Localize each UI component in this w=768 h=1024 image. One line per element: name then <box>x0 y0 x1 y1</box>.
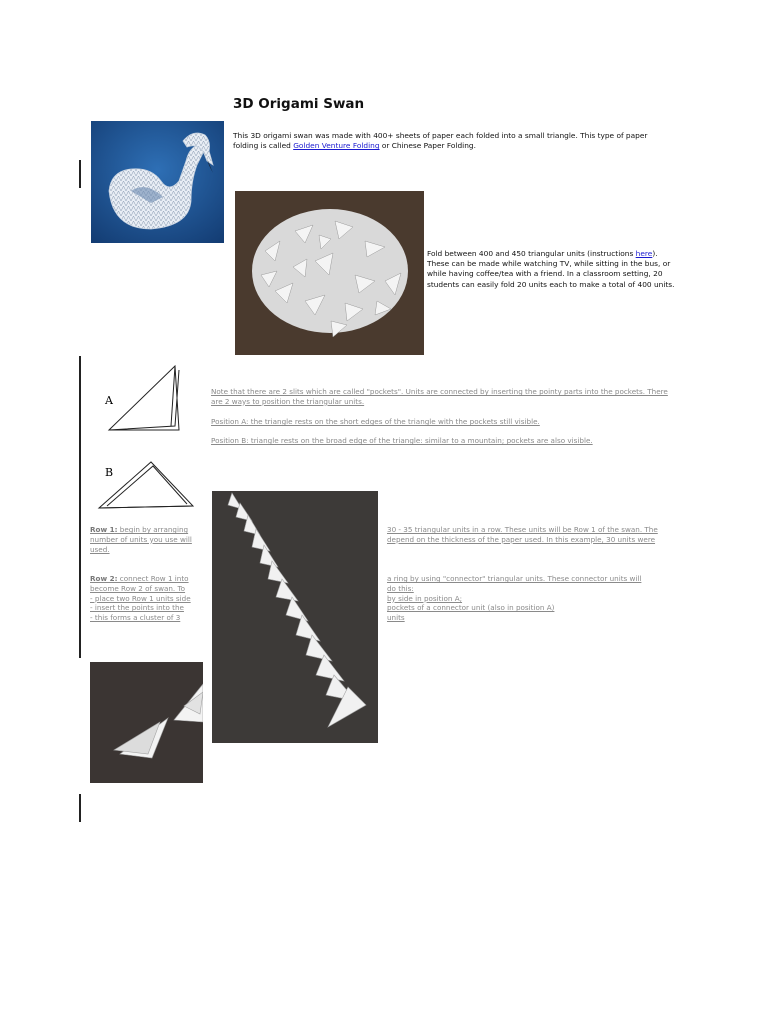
row1-right-text: 30 - 35 triangular units in a row. These units will be Row 1 of the swan. The depend on the thickness of the paper used. In this example, 30 units were <box>387 525 658 544</box>
connector-units-photo <box>90 662 203 783</box>
row2-right-line: do this: <box>387 583 414 593</box>
row2-line: become Row 2 of swan. To <box>90 583 186 593</box>
label-a: A <box>105 394 113 407</box>
row1-left-text <box>90 525 202 554</box>
row2-line: - this forms a cluster of 3 <box>90 613 181 623</box>
label-b: B <box>105 466 114 479</box>
row2-label: Row 2: <box>90 574 118 583</box>
swan-photo <box>91 121 224 243</box>
units-paragraph <box>427 249 682 290</box>
intro-text-end: or Chinese Paper Folding. <box>379 141 476 151</box>
margin-bar <box>79 794 81 822</box>
margin-bar <box>79 356 81 658</box>
row1-left: begin by arranging number of units you use will used. <box>90 525 192 554</box>
row2-line: - insert the points into the <box>90 603 184 613</box>
units-text: Fold between 400 and 450 triangular units (instructions <box>427 249 636 258</box>
golden-venture-link[interactable]: Golden Venture Folding <box>293 141 380 151</box>
row2-left-text <box>90 574 205 623</box>
page-title: 3D Origami Swan <box>233 96 365 112</box>
row-units-photo <box>212 491 378 743</box>
units-text-end: ). These can be made while watching TV, while sitting in the bus, or while having coffee/tea with a friend. In a classroom setting, 20 students can easily fold 20 units each to make a total of 400 units. <box>427 249 675 289</box>
units-pile-photo <box>235 191 424 355</box>
pockets-note: Note that there are 2 slits which are called "pockets". Units are connected by inserting the pointy parts into the pockets. There are 2 ways to position the triangular units. <box>211 387 668 406</box>
row2-line: - place two Row 1 units side <box>90 593 191 603</box>
intro-paragraph <box>233 131 673 151</box>
position-diagram <box>95 360 200 515</box>
margin-bar <box>79 160 81 188</box>
row2-right-line: by side in position A; <box>387 593 463 603</box>
instructions-here-link[interactable]: here <box>635 249 653 258</box>
row2-right-line: pockets of a connector unit (also in position A) <box>387 603 555 613</box>
row2-right-line: a ring by using "connector" triangular units. These connector units will <box>387 574 642 583</box>
position-b-note: Position B: triangle rests on the broad edge of the triangle: similar to a mountain; pockets are also visible. <box>211 436 593 445</box>
intro-text: This 3D origami swan was made with 400+ sheets of paper each folded into a small triangle. This type of paper folding is called <box>233 131 648 151</box>
row2-right-line: units <box>387 613 405 623</box>
row1-label: Row 1: <box>90 525 118 534</box>
row2-line: Row 2: connect Row 1 into <box>90 574 189 583</box>
position-a-note: Position A: the triangle rests on the short edges of the triangle with the pockets still visible. <box>211 417 540 426</box>
row2-right-text <box>387 574 679 623</box>
